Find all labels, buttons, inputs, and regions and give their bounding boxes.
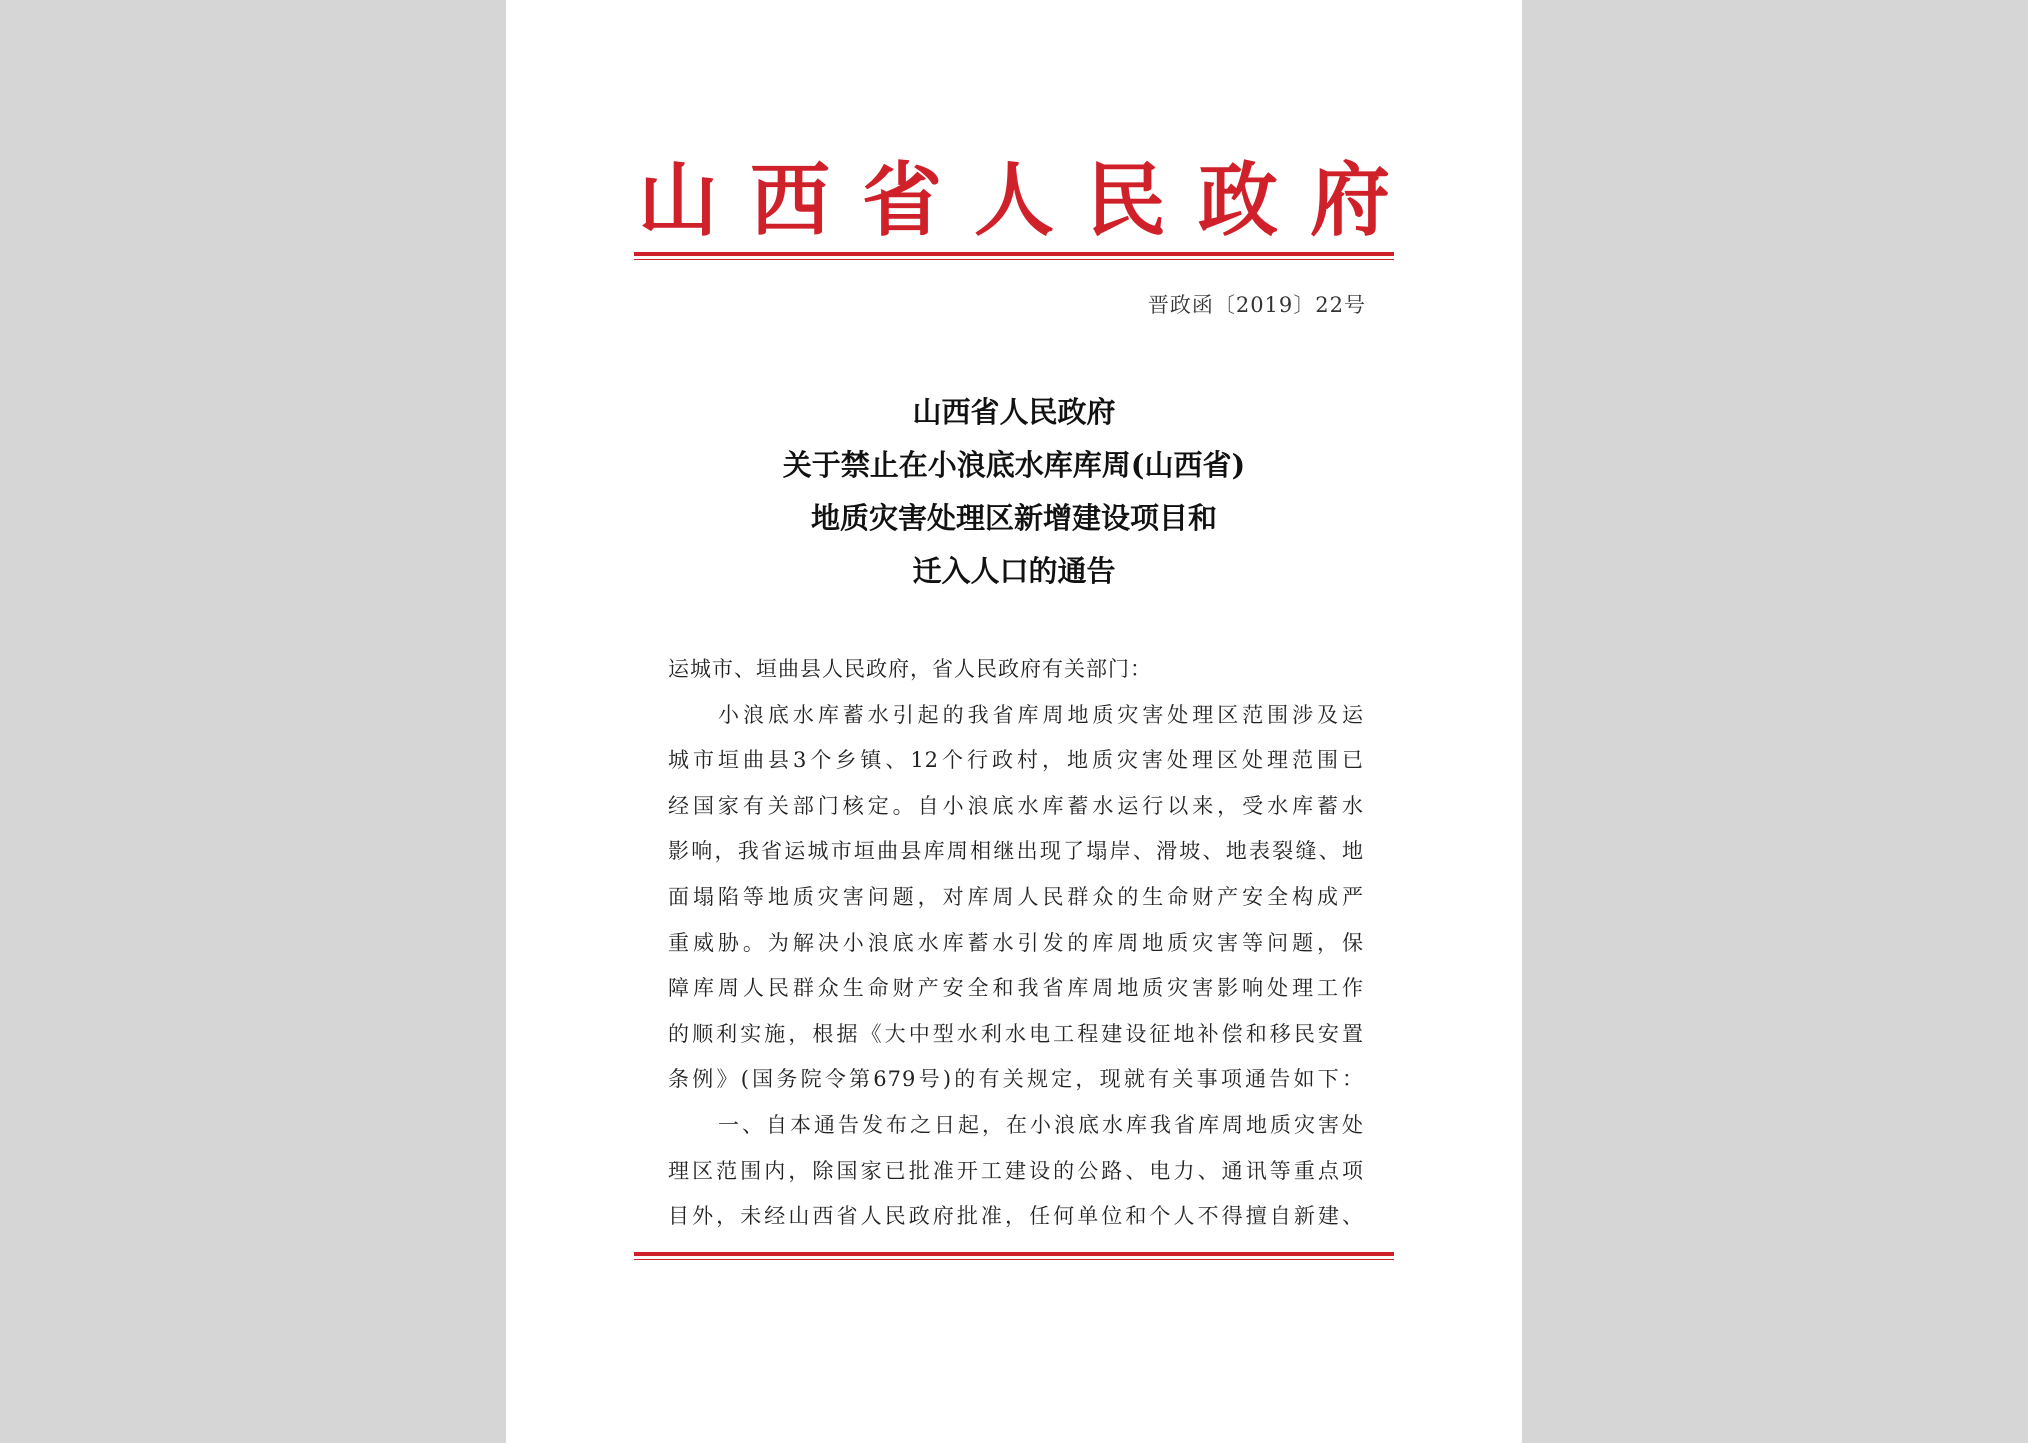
salutation: 运城市、垣曲县人民政府，省人民政府有关部门： xyxy=(668,657,1152,681)
footer-red-rule xyxy=(634,1252,1394,1260)
body-line: 影响，我省运城市垣曲县库周相继出现了塌岸、滑坡、地表裂缝、地 xyxy=(668,839,1364,864)
document-body xyxy=(668,647,1364,1240)
body-line: 的顺利实施，根据《大中型水利水电工程建设征地补偿和移民安置 xyxy=(668,1021,1364,1046)
body-line: 目外，未经山西省人民政府批准，任何单位和个人不得擅自新建、 xyxy=(668,1204,1364,1229)
document-title xyxy=(506,386,1522,598)
body-line: 一、自本通告发布之日起，在小浪底水库我省库周地质灾害处 xyxy=(718,1112,1364,1137)
title-line: 关于禁止在小浪底水库库周(山西省) xyxy=(782,448,1246,482)
body-line: 理区范围内，除国家已批准开工建设的公路、电力、通讯等重点项 xyxy=(668,1158,1364,1183)
body-line: 条例》(国务院令第679号)的有关规定，现就有关事项通告如下： xyxy=(668,1067,1364,1092)
body-line: 重威胁。为解决小浪底水库蓄水引发的库周地质灾害等问题，保 xyxy=(668,930,1364,955)
document-page xyxy=(506,0,1522,1443)
body-line: 城市垣曲县3个乡镇、12个行政村，地质灾害处理区处理范围已 xyxy=(668,748,1364,773)
title-line: 山西省人民政府 xyxy=(912,395,1116,429)
body-line: 面塌陷等地质灾害问题，对库周人民群众的生命财产安全构成严 xyxy=(668,884,1364,909)
body-line: 障库周人民群众生命财产安全和我省库周地质灾害影响处理工作 xyxy=(668,976,1364,1001)
issuer-header: 山西省人民政府 xyxy=(638,153,1422,247)
document-number: 晋政函〔2019〕22号 xyxy=(1147,293,1366,317)
header-red-rule xyxy=(634,252,1394,260)
body-line: 经国家有关部门核定。自小浪底水库蓄水运行以来，受水库蓄水 xyxy=(668,793,1364,818)
body-line: 小浪底水库蓄水引起的我省库周地质灾害处理区范围涉及运 xyxy=(718,702,1364,727)
title-line: 迁入人口的通告 xyxy=(912,554,1116,588)
title-line: 地质灾害处理区新增建设项目和 xyxy=(810,501,1217,535)
